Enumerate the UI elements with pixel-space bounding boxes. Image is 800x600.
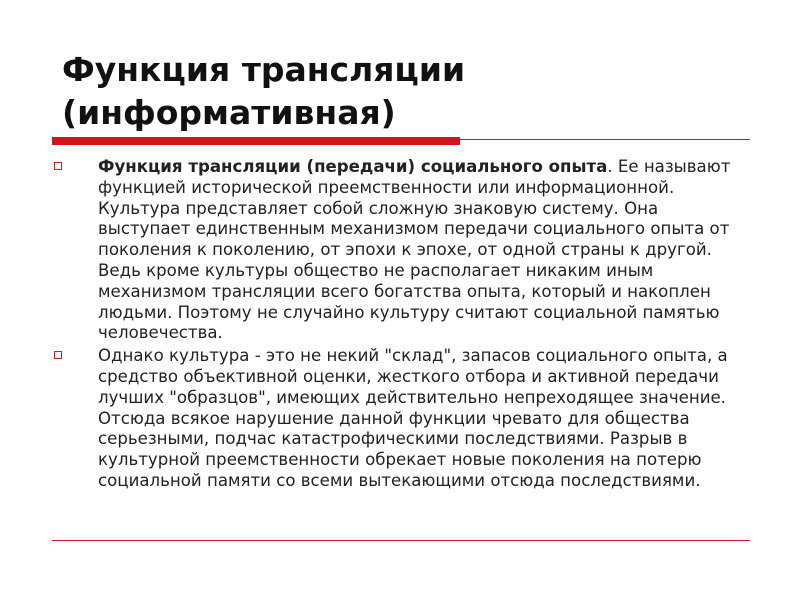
slide-body bbox=[52, 157, 752, 494]
bullet-2-text: Однако культура - это не некий "склад", запасов социального опыта, а средство объективной оценки, жесткого отбора и активной передачи лучших "образцов", имеющих действительно непреходящее значение. Отсюда всякое нарушение данной функции чревато для общества серьезными, подчас катастрофическими последствиями. Разрыв в культурной преемственности обрекает новые поколения на потерю социальной памяти со всеми вытекающими отсюда последствиями. bbox=[98, 346, 728, 490]
slide-title-line-2: (информативная) bbox=[62, 93, 396, 132]
bullet-item-2 bbox=[52, 346, 752, 492]
bullet-1-lead: Функция трансляции (передачи) социального опыта bbox=[98, 157, 608, 176]
title-divider-accent bbox=[52, 137, 460, 145]
square-bullet-icon bbox=[54, 162, 62, 170]
slide-title-line-1: Функция трансляции bbox=[62, 50, 466, 89]
bullet-1-text: . Ее называют функцией исторической преемственности или информационной. Культура представляет собой сложную знаковую систему. Она выступает единственным механизмом передачи социального опыта от поколения к поколению, от эпохи к эпохе, от одной страны к другой. Ведь кроме культуры общество не располагает никаким иным механизмом трансляции всего богатства опыта, который и накоплен людьми. Поэтому не случайно культуру считают социальной памятью человечества. bbox=[98, 157, 731, 343]
slide-title bbox=[62, 48, 722, 134]
square-bullet-icon bbox=[54, 351, 62, 359]
footer-divider bbox=[52, 540, 750, 541]
bullet-item-1 bbox=[52, 157, 752, 344]
